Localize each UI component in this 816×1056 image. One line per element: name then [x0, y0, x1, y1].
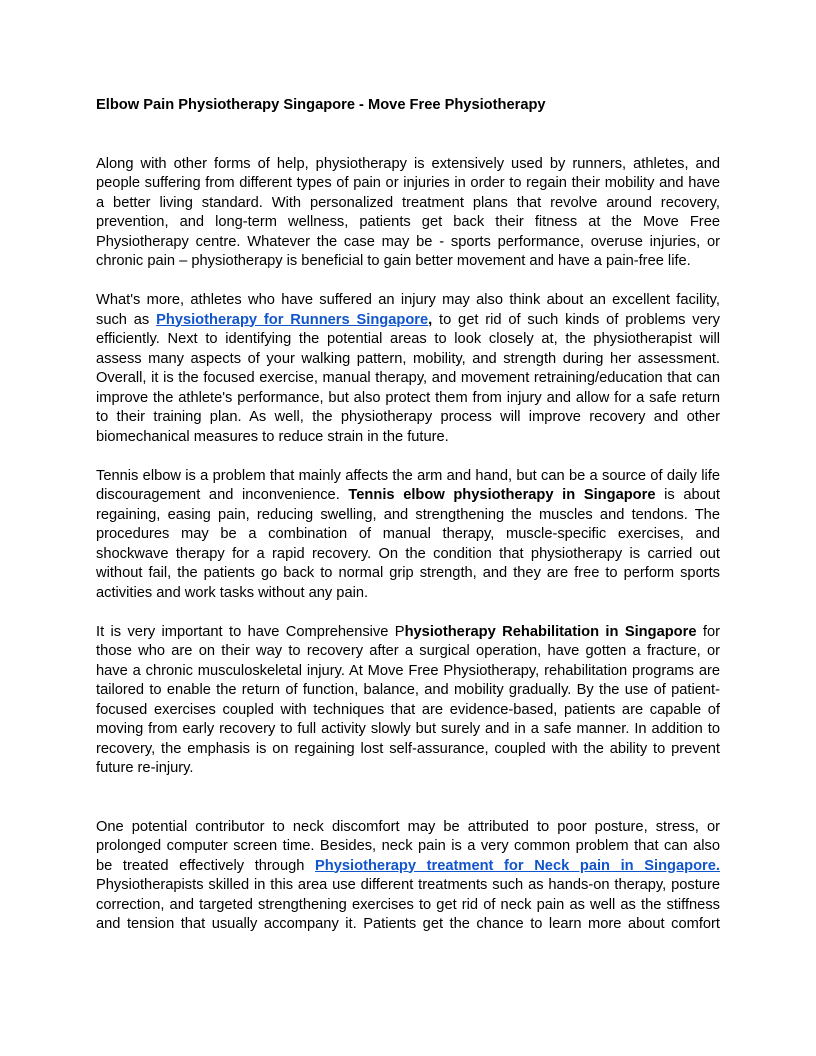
paragraph-intro [96, 155, 720, 272]
text: for those who are on their way to recovery after a surgical operation, have gotten a fracture, or have a chronic musculoskeletal injury. At Move Free Physiotherapy, rehabilitation programs are tailored to enable the return of function, balance, and mobility gradually. By the use of patient-focused exercises coupled with techniques that are evidence-based, patients are capable of moving from early recovery to full activity slowly but surely and in a safe manner. In addition to recovery, the emphasis is on regaining lost self-assurance, coupled with the ability to prevent future re-injury. [96, 623, 720, 776]
document-page [96, 96, 720, 954]
paragraph-rehabilitation [96, 623, 720, 779]
text: It is very important to have Comprehensive P [96, 623, 405, 640]
paragraph-tennis-elbow [96, 467, 720, 604]
text: is about regaining, easing pain, reducing swelling, and strengthening the muscles and tendons. The procedures may be a combination of manual therapy, muscle-specific exercises, and shockwave therapy for a rapid recovery. On the condition that physiotherapy is carried out without fail, the patients go back to normal grip strength, and they are free to perform sports activities and work tasks without any pain. [96, 487, 721, 601]
text-bold: Tennis elbow physiotherapy in Singapore [348, 487, 656, 503]
text-bold: hysiotherapy Rehabilitation in Singapore [404, 623, 697, 640]
text: One potential contributor to neck discomfort may be attributed to poor posture, stress, or prolonged computer screen time. Besides, neck pain is a very common problem that can also be treated effectively through [96, 818, 720, 874]
link-neck-pain-treatment[interactable]: Physiotherapy treatment for Neck pain in Singapore. [315, 857, 720, 874]
text: What's more, athletes who have suffered an injury may also think about an excellent facility, such as [96, 292, 720, 328]
paragraph-runners [96, 291, 720, 447]
text: Physiotherapists skilled in this area use different treatments such as hands-on therapy, posture correction, and targeted strengthening exercises to get rid of neck pain as well as the stiffness and tension that usually accompany it. Patients get the chance to learn more about comfort [96, 877, 720, 932]
text-bold: , [428, 311, 433, 328]
text: Tennis elbow is a problem that mainly affects the arm and hand, but can be a source of daily life discouragement and inconvenience. [96, 467, 720, 503]
link-physiotherapy-runners[interactable]: Physiotherapy for Runners Singapore [156, 311, 429, 328]
text: to get rid of such kinds of problems very efficiently. Next to identifying the potential areas to look closely at, the physiotherapist will assess many aspects of your walking pattern, mobility, and strength during her assessment. Overall, it is the focused exercise, manual therapy, and movement retraining/education that can improve the athlete's performance, but also protect them from injury and allow for a safe return to their training plan. As well, the physiotherapy process will improve recovery and other biomechanical measures to reduce strain in the future. [96, 311, 720, 445]
paragraph-neck-pain [96, 818, 720, 935]
text: Along with other forms of help, physiotherapy is extensively used by runners, athletes, and people suffering from different types of pain or injuries in order to regain their mobility and have a better living standard. With personalized treatment plans that revolve around recovery, prevention, and long-term wellness, patients get back their fitness at the Move Free Physiotherapy centre. Whatever the case may be - sports performance, overuse injuries, or chronic pain – physiotherapy is beneficial to gain better movement and have a pain-free life. [96, 155, 720, 269]
document-title: Elbow Pain Physiotherapy Singapore - Move Free Physiotherapy [96, 97, 546, 113]
